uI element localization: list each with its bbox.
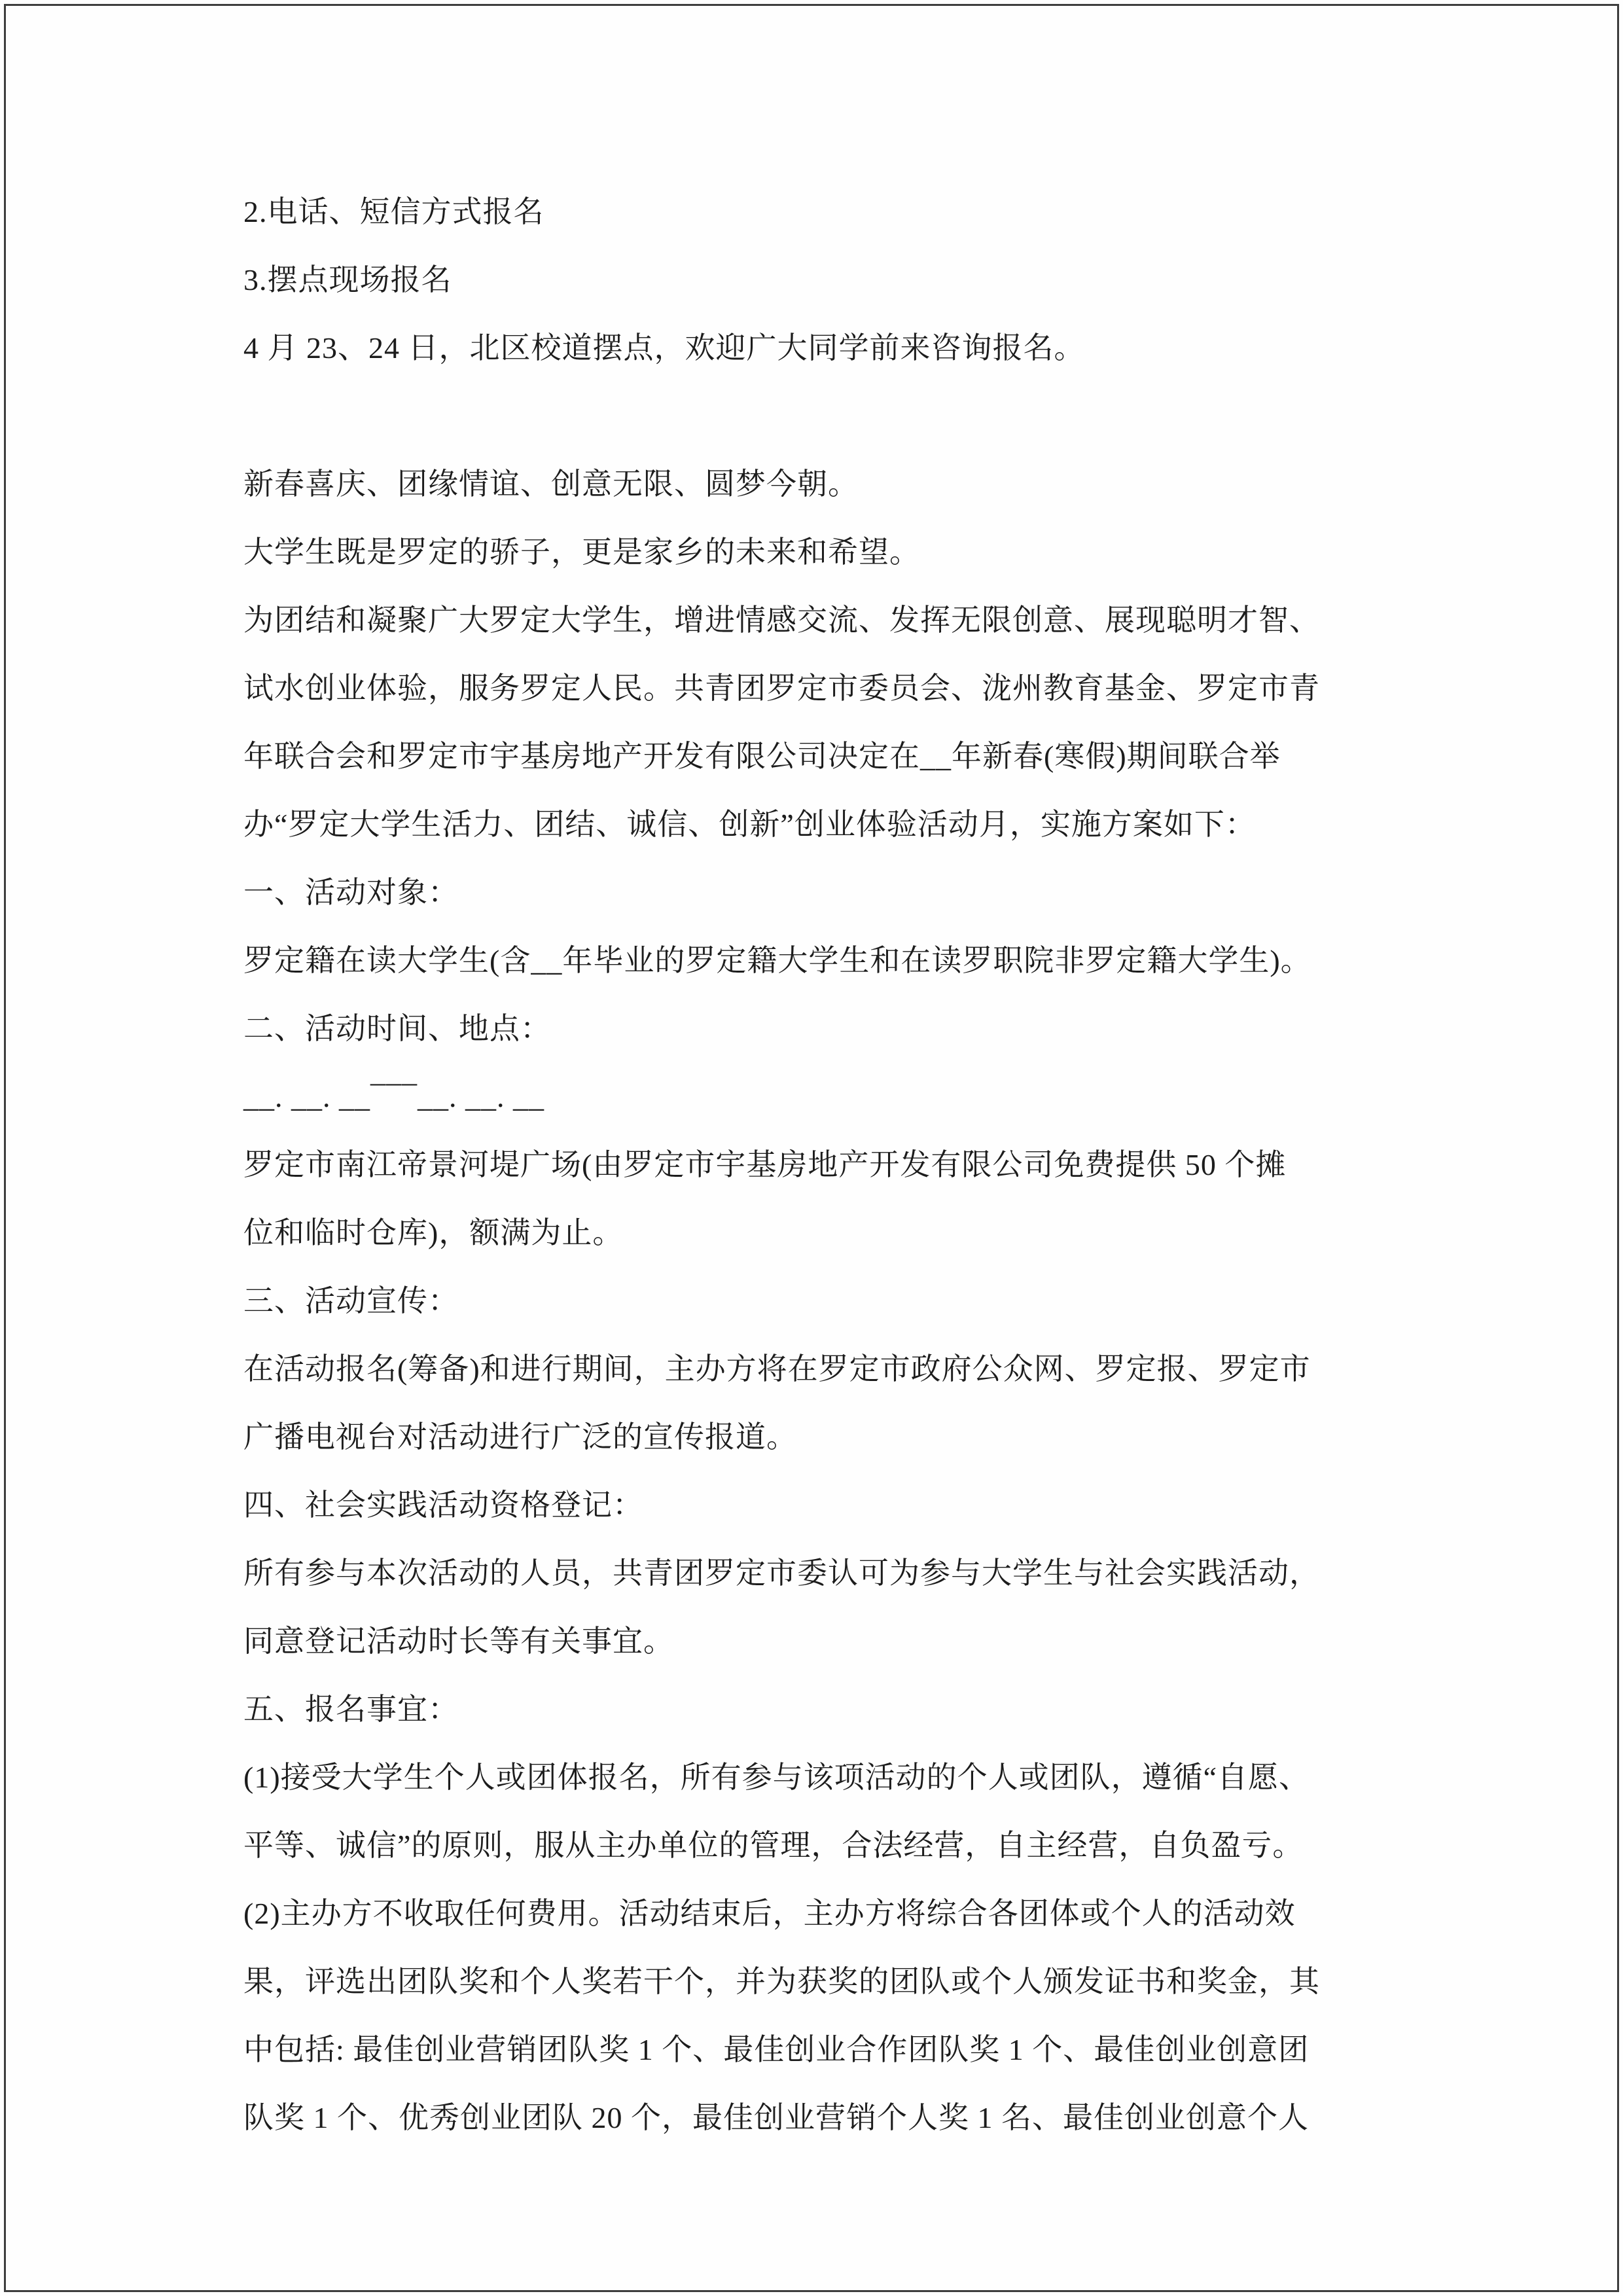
blank-line	[243, 382, 1386, 450]
paragraph: 平等、诚信”的原则，服从主办单位的管理，合法经营，自主经营，自负盈亏。	[243, 1829, 1304, 1862]
paragraph: 一、活动对象：	[243, 876, 459, 909]
paragraph: 二、活动时间、地点：	[243, 1012, 551, 1045]
paragraph: 三、活动宣传：	[243, 1284, 459, 1318]
paragraph: 在活动报名(筹备)和进行期间，主办方将在罗定市政府公众网、罗定报、罗定市	[243, 1352, 1311, 1386]
paragraph: 办“罗定大学生活力、团结、诚信、创新”创业体验活动月，实施方案如下：	[243, 808, 1256, 841]
paragraph: 新春喜庆、团缘情谊、创意无限、圆梦今朝。	[243, 467, 859, 501]
paragraph: 2.电话、短信方式报名	[243, 195, 544, 228]
paragraph: 四、社会实践活动资格登记：	[243, 1488, 643, 1522]
paragraph: 广播电视台对活动进行广泛的宣传报道。	[243, 1420, 797, 1454]
paragraph: 所有参与本次活动的人员，共青团罗定市委认可为参与大学生与社会实践活动，	[243, 1556, 1320, 1590]
paragraph: 大学生既是罗定的骄子，更是家乡的未来和希望。	[243, 535, 920, 569]
paragraph: 4 月 23、24 日，北区校道摆点，欢迎广大同学前来咨询报名。	[243, 331, 1085, 365]
paragraph: 同意登记活动时长等有关事宜。	[243, 1624, 674, 1658]
paragraph: (1)接受大学生个人或团体报名，所有参与该项活动的个人或团队，遵循“自愿、	[243, 1761, 1310, 1794]
paragraph: 罗定籍在读大学生(含__年毕业的罗定籍大学生和在读罗职院非罗定籍大学生)。	[243, 944, 1311, 977]
document-body	[243, 178, 1386, 2152]
paragraph: 果，评选出团队奖和个人奖若干个，并为获奖的团队或个人颁发证书和奖金，其	[243, 1965, 1320, 1998]
paragraph: (2)主办方不收取任何费用。活动结束后，主办方将综合各团体或个人的活动效	[243, 1897, 1296, 1930]
paragraph: 年联合会和罗定市宇基房地产开发有限公司决定在__年新春(寒假)期间联合举	[243, 740, 1281, 773]
paragraph: 试水创业体验，服务罗定人民。共青团罗定市委员会、泷州教育基金、罗定市青	[243, 672, 1320, 705]
paragraph: 罗定市南江帝景河堤广场(由罗定市宇基房地产开发有限公司免费提供 50 个摊	[243, 1148, 1287, 1181]
paragraph: 为团结和凝聚广大罗定大学生，增进情感交流、发挥无限创意、展现聪明才智、	[243, 603, 1320, 637]
paragraph: 中包括: 最佳创业营销团队奖 1 个、最佳创业合作团队奖 1 个、最佳创业创意团	[243, 2033, 1310, 2066]
paragraph: 3.摆点现场报名	[243, 263, 452, 296]
paragraph: __. __. __¯¯¯__. __. __	[243, 1080, 544, 1113]
paragraph: 位和临时仓库)，额满为止。	[243, 1216, 624, 1249]
paragraph: 队奖 1 个、优秀创业团队 20 个，最佳创业营销个人奖 1 名、最佳创业创意个人	[243, 2101, 1309, 2134]
paragraph: 五、报名事宜：	[243, 1693, 459, 1726]
